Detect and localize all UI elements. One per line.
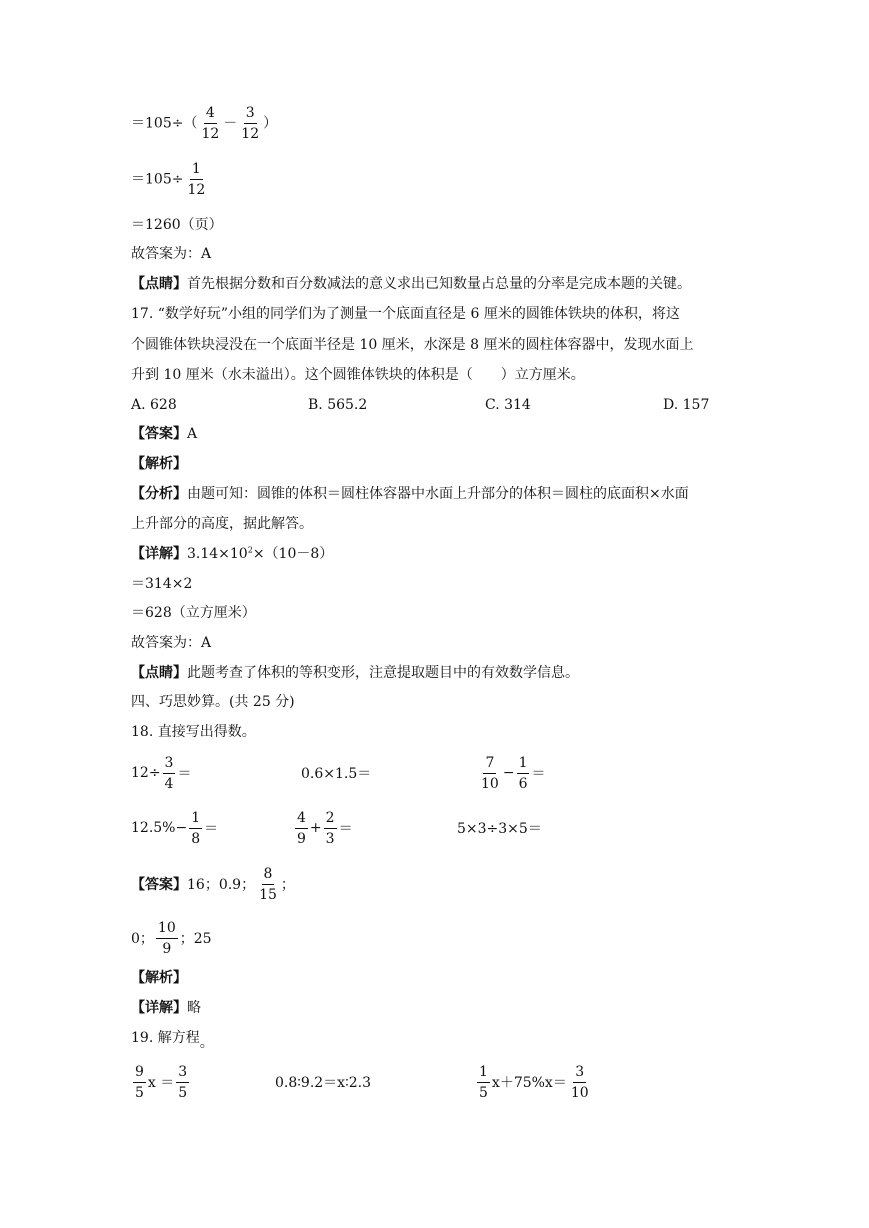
- detail-text: 3.14×10: [187, 546, 248, 562]
- answer-text: ；25: [179, 931, 212, 947]
- expr-text: ＝: [177, 766, 192, 782]
- q17-option-b: B. 565.2: [308, 397, 368, 413]
- detail-tag: 【详解】: [131, 546, 187, 562]
- detail-text: 略: [187, 1000, 201, 1016]
- q18-answer-line-1: [131, 860, 869, 908]
- fraction: [163, 754, 176, 793]
- q19-equations: [131, 1058, 869, 1106]
- comment-text: 此题考查了体积的等积变形，注意提取题目中的有效数学信息。: [187, 665, 579, 681]
- denominator: 12: [201, 126, 220, 142]
- expr-text: ＝: [204, 821, 219, 837]
- answer-cell: [131, 860, 295, 908]
- calc-text: ＝105÷: [131, 171, 184, 188]
- q19-eq-3: [475, 1058, 593, 1106]
- denominator: 12: [187, 182, 206, 198]
- q17-stem-line-1: 17. “数学好玩”小组的同学们为了测量一个底面直径是 6 厘米的圆锥体铁块的体积，将这: [131, 306, 680, 322]
- fraction: [156, 919, 178, 958]
- answer-tag: 【答案】: [131, 426, 187, 442]
- fraction: [239, 104, 261, 143]
- comment-tag: 【点睛】: [131, 665, 187, 681]
- fraction: [479, 754, 501, 793]
- calc-line-2: [131, 160, 209, 199]
- comment-tag: 【点睛】: [131, 276, 187, 292]
- calc-text: ）: [263, 115, 278, 132]
- q17-option-d: D. 157: [663, 397, 710, 413]
- answer-value: A: [187, 426, 198, 442]
- q17-calc-3: ＝628（立方厘米）: [131, 605, 256, 621]
- q17-comment: [131, 664, 579, 682]
- section-heading: 四、巧思妙算。(共 25 分): [131, 694, 295, 710]
- q18-expr-1: [131, 749, 191, 797]
- answer-text: ；: [280, 877, 295, 893]
- fraction: [569, 1063, 591, 1102]
- denominator: 3: [325, 830, 335, 847]
- numerator: 3: [176, 1063, 189, 1083]
- q17-fenxi-line-1: [131, 485, 689, 503]
- q17-stem-line-2: 个圆锥体铁块浸没在一个底面半径是 10 厘米，水深是 8 厘米的圆柱体容器中，发现水面上: [131, 337, 694, 353]
- denominator: 5: [135, 1084, 144, 1101]
- answer-line: 故答案为：A: [131, 246, 212, 262]
- denominator: 8: [191, 830, 201, 847]
- numerator: 10: [156, 919, 178, 939]
- numerator: 9: [133, 1063, 146, 1083]
- comment-line: [131, 275, 691, 293]
- q18-expr-3: [477, 749, 545, 797]
- fraction: [257, 865, 279, 904]
- q18-expr-2: 0.6×1.5＝: [301, 766, 372, 782]
- q17-answer-line: 故答案为：A: [131, 635, 212, 651]
- numerator: 1: [477, 1063, 490, 1083]
- q18-expr-6: 5×3÷3×5＝: [457, 821, 542, 837]
- equation-text: x＋75%x＝: [491, 1075, 567, 1091]
- denominator: 10: [481, 775, 499, 792]
- plus-sign: +: [309, 820, 322, 836]
- expr-text: ＝: [531, 766, 546, 782]
- denominator: 10: [570, 1084, 589, 1101]
- fraction: [517, 754, 530, 793]
- q18-stem: 18. 直接写出得数。: [131, 724, 256, 740]
- numerator: 3: [573, 1063, 586, 1083]
- denominator: 9: [162, 940, 172, 957]
- denominator: 4: [164, 775, 174, 792]
- numerator: 1: [189, 809, 202, 829]
- numerator: 1: [190, 160, 203, 180]
- q18-row-2: [131, 804, 869, 852]
- comment-text: 首先根据分数和百分数减法的意义求出已知数量占总量的分率是完成本题的关键。: [187, 276, 691, 292]
- numerator: 4: [204, 104, 217, 124]
- fraction: [189, 809, 202, 848]
- denominator: 9: [297, 830, 306, 847]
- minus-sign: −: [502, 765, 515, 781]
- expr-text: 12÷: [131, 765, 161, 781]
- denominator: 5: [178, 1084, 188, 1101]
- q18-row-1: [131, 749, 869, 797]
- denominator: 15: [259, 886, 277, 903]
- q18-expr-4: [131, 804, 218, 852]
- q18-answer-line-2: [131, 914, 869, 962]
- q19-eq-2: 0.8∶9.2＝x∶2.3: [275, 1075, 371, 1091]
- fraction: [185, 160, 207, 199]
- denominator: 12: [241, 126, 260, 142]
- numerator: 2: [324, 809, 337, 829]
- fraction: [477, 1063, 490, 1102]
- detail-text: ×（10－8）: [252, 546, 334, 562]
- calc-text: ＝105÷（: [131, 115, 198, 132]
- q17-answer: [131, 425, 197, 443]
- denominator: 6: [518, 775, 528, 792]
- numerator: 7: [483, 754, 496, 774]
- q17-fenxi-line-2: 上升部分的高度，据此解答。: [131, 516, 313, 532]
- numerator: 3: [163, 754, 176, 774]
- q17-option-a: A. 628: [131, 397, 177, 413]
- fraction: [324, 809, 337, 848]
- answer-text: 16；0.9；: [187, 877, 256, 893]
- stem-dot: 。: [199, 1035, 214, 1051]
- answer-tag: 【答案】: [131, 877, 187, 893]
- numerator: 4: [295, 809, 308, 829]
- numerator: 8: [262, 865, 275, 885]
- exponent: 2: [247, 545, 253, 555]
- stem-text: 19. 解方程: [131, 1030, 200, 1046]
- q19-stem: [131, 1029, 214, 1051]
- fraction: [176, 1063, 189, 1102]
- numerator: 3: [244, 104, 257, 124]
- q19-eq-1: [131, 1058, 191, 1106]
- denominator: 5: [479, 1084, 488, 1101]
- q17-stem-line-3: 升到 10 厘米（水未溢出）。这个圆锥体铁块的体积是（ ）立方厘米。: [131, 367, 585, 383]
- q17-detail: [131, 545, 333, 563]
- fraction: [133, 1063, 146, 1102]
- q17-calc-2: ＝314×2: [131, 576, 193, 592]
- expr-text: 12.5%−: [131, 820, 188, 836]
- q17-option-c: C. 314: [485, 397, 531, 413]
- fenxi-text: 由题可知：圆锥的体积＝圆柱体容器中水面上升部分的体积＝圆柱的底面积×水面: [187, 486, 689, 502]
- detail-tag: 【详解】: [131, 1000, 187, 1016]
- fraction: [295, 809, 308, 848]
- answer-cell: [131, 914, 212, 962]
- equation-text: x ＝: [147, 1075, 175, 1091]
- q18-analysis-tag: 【解析】: [131, 970, 187, 986]
- calc-line-1: [131, 104, 277, 143]
- q18-detail: [131, 999, 201, 1017]
- calc-line-3: ＝1260（页）: [131, 217, 223, 233]
- numerator: 1: [517, 754, 530, 774]
- fenxi-tag: 【分析】: [131, 486, 187, 502]
- q17-analysis-tag: 【解析】: [131, 456, 187, 472]
- q18-expr-5: [293, 804, 353, 852]
- minus-sign: －: [223, 115, 238, 132]
- expr-text: ＝: [338, 821, 353, 837]
- answer-text: 0；: [131, 931, 154, 947]
- fraction: [199, 104, 221, 143]
